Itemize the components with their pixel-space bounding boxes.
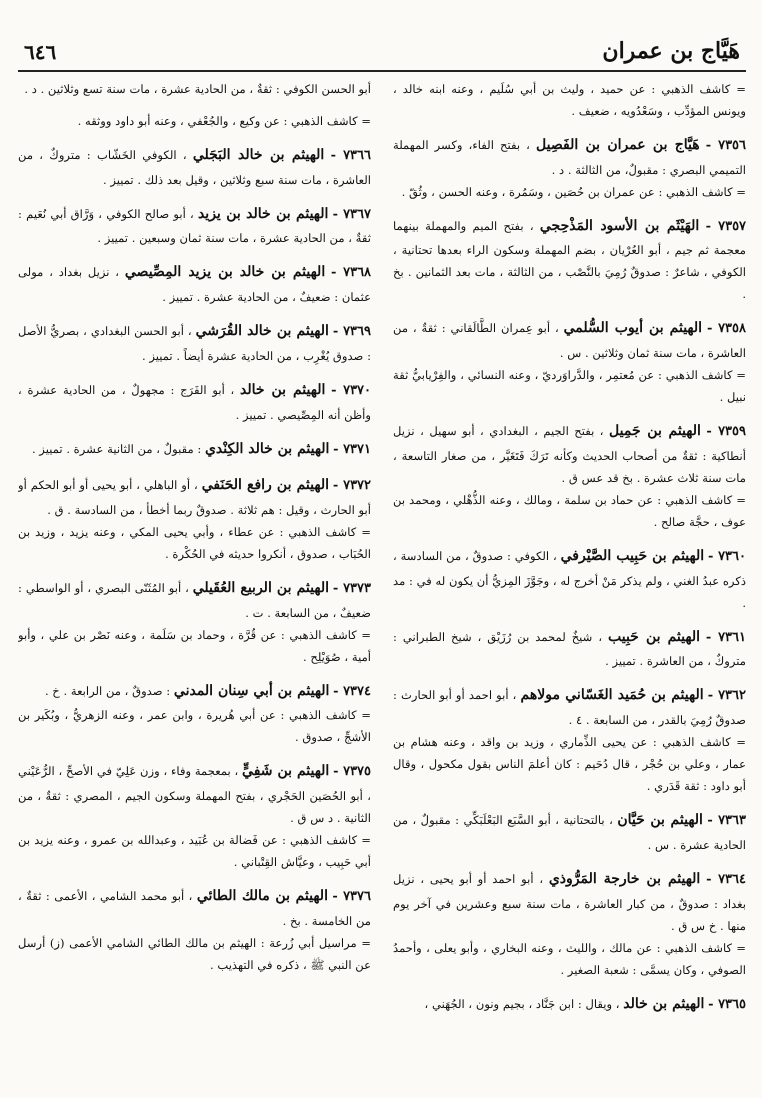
kashif-note: = كاشف الذهبي : عن أبي هُريرة ، وابن عمر ، وعنه الزهريُّ ، وبُكَير بن الأشجِّ ، صدوق . bbox=[18, 708, 371, 745]
entry-text bbox=[18, 575, 371, 624]
entry-body: ، بفتح الفاء، وكسر المهملة التميمي البصري : مقبولٌ، من الثالثة . د . bbox=[393, 138, 746, 177]
entry-body: ، بالتحتانية ، أبو السَّبَع البَعْلَبَكِّي : مقبولٌ ، من الحادية عشرة . س . bbox=[393, 813, 746, 852]
continuation-text: = كاشف الذهبي : عن وكيع ، والجُعْفي ، وعنه أبو داود ووثقه . bbox=[77, 114, 371, 129]
biography-entry bbox=[393, 624, 746, 673]
narrator-name: الهيثم بن خالد البَجَلي bbox=[192, 147, 325, 164]
entry-body: ، أبو احمد أو أبو الحارث : صدوقٌ رُمِيَ بالقدر ، من السابعة . ٤ . bbox=[393, 688, 746, 728]
entry-text bbox=[393, 991, 746, 1018]
entry-number: ٧٣٦٤ - bbox=[706, 871, 746, 887]
entry-text bbox=[393, 624, 746, 673]
entry-number: ٧٣٦١ - bbox=[705, 629, 746, 645]
narrator-name: الهيثم بن مالك الطائي bbox=[196, 888, 328, 905]
narrator-name: الهَيْثَم بن الأسود المَذْحِجي bbox=[539, 217, 700, 234]
biography-entry bbox=[393, 315, 746, 408]
entry-body: ، الكوفي الخَشّاب : متروكٌ ، من العاشرة ، مات سنة سبع وثلاثين ، وقيل بعد ذلك . تمييز . bbox=[18, 148, 371, 187]
entry-text bbox=[18, 259, 371, 308]
entry-body: ، الكوفي : صدوقٌ ، من السادسة ، ذكره عبدُ الغني ، ولم يذكر مَنْ أخرج له ، وجَوَّزَ المِزيُّ أن يكون له في : مد . bbox=[393, 548, 746, 610]
entry-body: ، أبو احمد أو أبو يحيى ، نزيل بغداد : صدوقٌ ، من كبار العاشرة ، مات سنة سبع وعشرين في آخر يوم منها . خ س ق . bbox=[393, 871, 746, 933]
entry-number: ٧٣٥٦ - bbox=[705, 138, 746, 154]
entry-text bbox=[393, 315, 746, 364]
biography-entry bbox=[393, 682, 746, 797]
biography-entry bbox=[393, 807, 746, 856]
entry-number: ٧٣٦٢ - bbox=[707, 688, 746, 704]
entry-number: ٧٣٧٣ - bbox=[332, 580, 371, 596]
kashif-note: = كاشف الذهبي : عن عطاء ، وأبي يحيى المكي ، وعنه يزيد ، وزيد بن الحُبَاب ، صدوق ، أنكروا حديثه في الحُكْرة . bbox=[18, 524, 371, 561]
entry-body: : مقبولٌ ، من الثانية عشرة . تمييز . bbox=[31, 441, 202, 456]
kashif-note: = كاشف الذهبي : عن قُرَّة ، وحماد بن سَلَمة ، وعنه نَصْر بن علي ، وأبو أمية ، صُوَيْلِح . bbox=[18, 627, 371, 664]
narrator-name: الهيثم بن أيوب السُّلمي bbox=[563, 320, 703, 337]
kashif-note: = كاشف الذهبي : عن يحيى الذِّماري ، وزيد بن واقد ، وعنه هشام بن عمار ، وعلي بن حُجْر ، قال دُحَيم : كان أعلمَ الناس بقول مكحول ، وقال أبو داود : ثقة قَدَري . bbox=[393, 735, 746, 794]
entry-text bbox=[393, 418, 746, 489]
biography-entry bbox=[18, 377, 371, 426]
page-header bbox=[18, 12, 746, 72]
entry-text bbox=[393, 543, 746, 614]
narrator-name: الهيثم بن حَبِيب bbox=[607, 628, 700, 645]
entry-number: ٧٣٥٨ - bbox=[706, 321, 746, 337]
entry-text bbox=[393, 807, 746, 856]
kashif-note: = كاشف الذهبي : عن فَضالة بن عُبَيد ، وعبدالله بن عمرو ، وعنه يزيد بن أبي حَبِيب ، وعيَّاش القِتْباني . bbox=[18, 833, 371, 870]
entry-body: ، أبو صالح الكوفي ، وَرَّاق أبي نُعَيم : ثقةٌ ، من الحادية عشرة ، مات سنة ثمان وسبعين . تمييز . bbox=[18, 206, 371, 246]
entry-text bbox=[18, 318, 371, 367]
narrator-name: الهيثم بن خالد القُرَشي bbox=[195, 323, 329, 340]
narrator-name: الهيثم بن حَبِيب الصَّيْرفي bbox=[560, 547, 705, 564]
entry-number: ٧٣٧٠ - bbox=[331, 382, 371, 398]
entry-text bbox=[18, 678, 371, 705]
entry-number: ٧٣٧٢ - bbox=[332, 478, 371, 494]
biography-entry bbox=[18, 883, 371, 976]
entry-body: : صدوقٌ ، من الرابعة . خ . bbox=[44, 683, 171, 698]
narrator-name: الهيثم بن أبي سِنان المدني bbox=[173, 682, 330, 699]
narrator-name: الهيثم بن خالد بن يزيد المِصِّيصي bbox=[124, 264, 326, 281]
entry-text bbox=[393, 213, 746, 306]
narrator-name: الهيثم بن خالد bbox=[240, 381, 326, 398]
biography-entry bbox=[18, 142, 371, 191]
biography-entry bbox=[393, 418, 746, 533]
entry-text bbox=[18, 201, 371, 250]
entry-number: ٧٣٧٦ - bbox=[332, 889, 371, 905]
biography-entry bbox=[18, 575, 371, 668]
right-column bbox=[393, 78, 746, 1088]
biography-entry bbox=[18, 259, 371, 308]
entry-number: ٧٣٧١ - bbox=[333, 441, 371, 457]
two-column-body bbox=[18, 78, 746, 1088]
biography-entry bbox=[18, 678, 371, 749]
entry-number: ٧٣٥٧ - bbox=[705, 218, 746, 234]
narrator-name: الهيثم بن خالد بن يزيد bbox=[197, 205, 329, 222]
entry-body: ، نزيل بغداد ، مولى عثمان : ضعيفٌ ، من الحادية عشرة . تمييز . bbox=[18, 265, 371, 305]
biography-entry bbox=[18, 436, 371, 463]
biography-entry bbox=[393, 132, 746, 203]
entry-number: ٧٣٦٦ - bbox=[330, 148, 371, 164]
kashif-note: = كاشف الذهبي : عن عمران بن حُصَين ، وسَمُرة ، وعنه الحسن ، وثُقّ . bbox=[401, 184, 746, 199]
running-title: هَيَّاج بن عمران bbox=[602, 38, 740, 64]
entry-body: ، بفتح الجيم ، البغدادي ، أبو سهيل ، نزيل أنطاكية : ثقةٌ من أصحاب الحديث وكأنه تَرَكَ فَتَغَيَّر ، من صغار التاسعة ، مات سنة ثلاث عشرة . بخ قد عس ق . bbox=[393, 424, 746, 485]
kashif-note: = كاشف الذهبي : عن مُعتمِر ، والدَّراوَرديّ ، وعنه النسائي ، والفِرْيابيُّ ثقة نبيل . bbox=[393, 368, 746, 405]
continuation-text: أبو الحسن الكوفي : ثقةٌ ، من الحادية عشرة ، مات سنة تسع وثلاثين . د . bbox=[24, 82, 371, 96]
entry-number: ٧٣٦٧ - bbox=[332, 206, 371, 222]
entry-text bbox=[18, 883, 371, 932]
narrator-name: الهيثم بن خالد bbox=[623, 995, 705, 1012]
entry-number: ٧٣٧٤ - bbox=[333, 683, 371, 699]
entry-body: ، أبو المُثَنّى البصري ، أو الواسطي : ضعيفٌ ، من السابعة . ت . bbox=[18, 580, 371, 620]
narrator-name: الهيثم بن شَفِيٍّ bbox=[242, 763, 330, 780]
biography-entry bbox=[18, 201, 371, 250]
narrator-name: الهيثم بن رافع الحَنَفي bbox=[201, 477, 329, 494]
entry-body: ، أبو محمد الشامي ، الأعمى : ثقةٌ ، من الخامسة . بخ . bbox=[18, 889, 371, 928]
entry-body: ، أبو الفَرَج : مجهولٌ ، من الحادية عشرة ، وأظن أنه المِصِّيصي . تمييز . bbox=[18, 382, 371, 422]
kashif-note: = كاشف الذهبي : عن حماد بن سلمة ، ومالك ، وعنه الذُّهْلي ، ومحمد بن عوف ، حجَّة صالح . bbox=[393, 492, 746, 529]
entry-text bbox=[18, 377, 371, 426]
entry-number: ٧٣٦٨ - bbox=[331, 265, 371, 281]
biography-entry bbox=[393, 866, 746, 981]
left-column bbox=[18, 78, 371, 1088]
biography-entry bbox=[18, 318, 371, 367]
entry-body: ، بمعجمة وفاء ، وزن عَلِيّ في الأصحِّ ، الرُّعَيْني ، أبو الحُصَين الحَجْري ، بفتح المهملة وسكون الجيم ، المصري : ثقةٌ ، من الثانية . د س ق . bbox=[18, 764, 371, 826]
entry-text bbox=[393, 866, 746, 937]
kashif-note: = كاشف الذهبي : عن مالك ، والليث ، وعنه البخاري ، وأبو يعلى ، وأحمدُ الصوفي ، وكان يسمَّى : شعبة الصغير . bbox=[393, 940, 746, 977]
entry-text bbox=[18, 472, 371, 521]
entry-text bbox=[393, 132, 746, 181]
continuation-text: = كاشف الذهبي : عن حميد ، وليث بن أبي سُلَيم ، وعنه ابنه خالد ، ويونس المؤدِّب ، وسَعْدُويه ، ضعيف . bbox=[393, 82, 746, 119]
entry-body: ، أبو عِمران الطَّالَقاني : ثقةٌ ، من العاشرة ، مات سنة ثمان وثلاثين . س . bbox=[393, 321, 746, 361]
narrator-name: الهيثم بن جَمِيل bbox=[609, 423, 701, 440]
book-page bbox=[18, 12, 746, 1088]
page-number: ٦٤٦ bbox=[24, 40, 57, 64]
entry-body: ، ويقال : ابن جَنَّاد ، بجيم ونون ، الجُهَني ، bbox=[424, 996, 620, 1011]
narrator-name: الهيثم بن حُمَيد الغَسّاني مولاهم bbox=[520, 687, 704, 704]
narrator-name: الهيثم بن خالد الكِنْدي bbox=[204, 440, 330, 457]
entry-body: ، أبو الحسن البغدادي ، بصريُّ الأصل : صدوق يُغْرِب ، من الحادية عشرة أيضاً . تمييز . bbox=[18, 324, 371, 363]
entry-body: ، أو الباهلي ، أبو يحيى أو أبو الحكم أو أبو الحارث ، وقيل : هم ثلاثة . صدوقٌ ربما أخطأ ، من السادسة . ق . bbox=[18, 478, 371, 517]
entry-number: ٧٣٦٥ - bbox=[708, 996, 746, 1012]
biography-entry bbox=[393, 543, 746, 614]
biography-entry bbox=[393, 213, 746, 306]
entry-number: ٧٣٦٠ - bbox=[707, 548, 746, 564]
entry-number: ٧٣٦٣ - bbox=[707, 813, 746, 829]
biography-entry bbox=[18, 472, 371, 565]
entry-body: ، شيخٌ لمحمد بن رُزَيْق ، شيخ الطبراني : متروكٌ ، من العاشرة . تمييز . bbox=[393, 629, 746, 669]
entry-text bbox=[18, 142, 371, 191]
entry-number: ٧٣٧٥ - bbox=[333, 764, 371, 780]
entry-number: ٧٣٦٩ - bbox=[332, 324, 371, 340]
kashif-note: = مراسيل أبي زُرعة : الهيثم بن مالك الطائي الشامي الأعمى (ز) أرسل عن النبي ﷺ ، ذكره في التهذيب . bbox=[18, 935, 371, 972]
entry-text bbox=[393, 682, 746, 731]
narrator-name: هَيَّاج بن عمران بن الفَصِيل bbox=[536, 137, 700, 154]
biography-entry bbox=[393, 991, 746, 1018]
narrator-name: الهيثم بن الربيع العُقَيلي bbox=[192, 579, 329, 596]
narrator-name: الهيثم بن خارجة المَرُّوذي bbox=[548, 870, 701, 887]
entry-text bbox=[18, 436, 371, 463]
entry-number: ٧٣٥٩ - bbox=[706, 424, 746, 440]
narrator-name: الهيثم بن حَيَّان bbox=[617, 812, 703, 829]
entry-body: ، بفتح الميم والمهملة بينهما معجمة ثم جيم ، أبو العُرْيان ، بضم المهملة وسكون الراء بعدها تحتانية ، الكوفي ، شاعرٌ : صدوقٌ رُمِيَ بالنَّصْب ، من الثالثة ، مات بعد الثمانين . بخ . bbox=[393, 218, 746, 302]
entry-text bbox=[18, 758, 371, 829]
biography-entry bbox=[18, 758, 371, 873]
